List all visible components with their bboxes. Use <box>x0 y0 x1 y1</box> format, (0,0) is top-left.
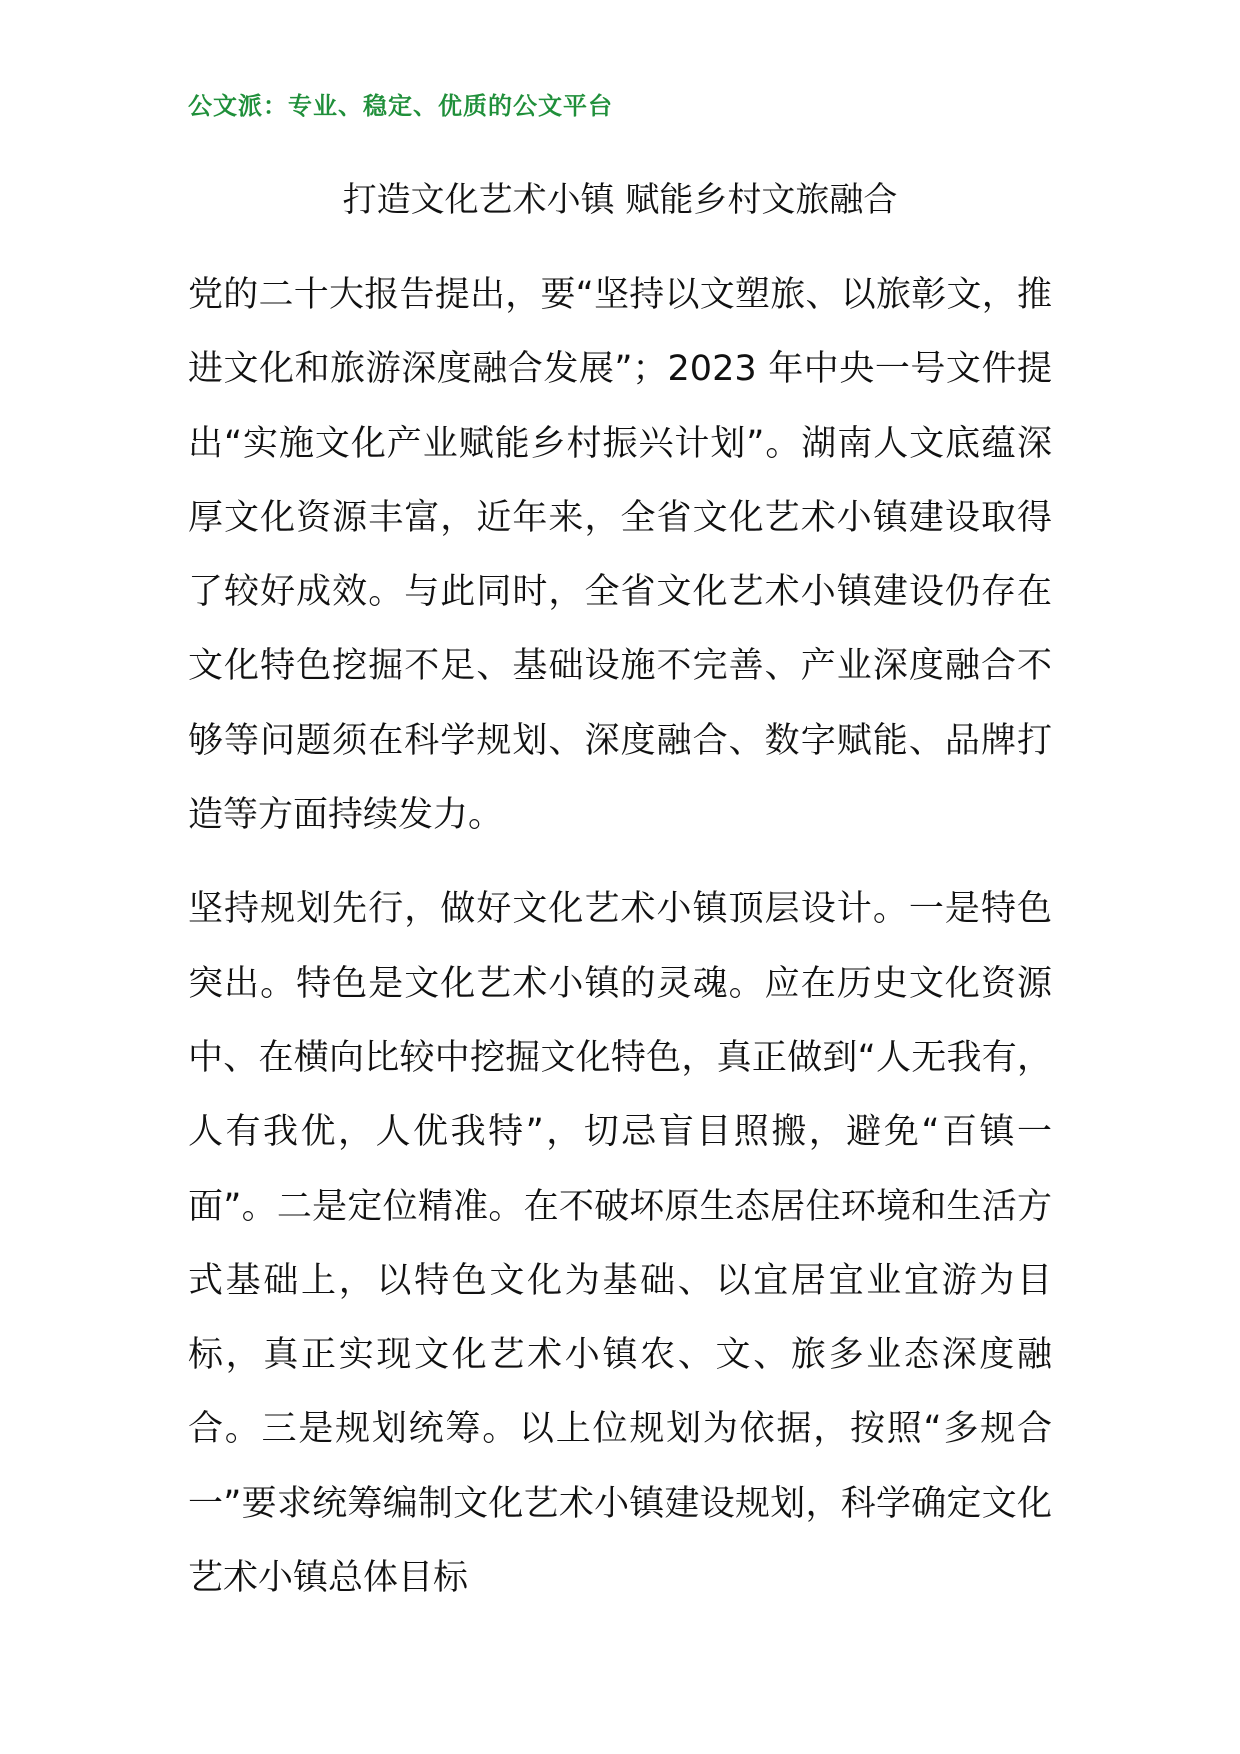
paragraph-1: 党的二十大报告提出，要“坚持以文塑旅、以旅彰文，推进文化和旅游深度融合发展”；2023 年中央一号文件提出“实施文化产业赋能乡村振兴计划”。湖南人文底蕴深厚文化资源丰富，近年来，全省文化艺术小镇建设取得了较好成效。与此同时，全省文化艺术小镇建设仍存在文化特色挖掘不足、基础设施不完善、产业深度融合不够等问题须在科学规划、深度融合、数字赋能、品牌打造等方面持续发力。 <box>188 275 1052 836</box>
brand-header: 公文派：专业、稳定、优质的公文平台 <box>188 92 613 120</box>
document-title: 打造文化艺术小镇 赋能乡村文旅融合 <box>342 180 898 220</box>
paragraph-2: 坚持规划先行，做好文化艺术小镇顶层设计。一是特色突出。特色是文化艺术小镇的灵魂。应在历史文化资源中、在横向比较中挖掘文化特色，真正做到“人无我有，人有我优，人优我特”，切忌盲目照搬，避免“百镇一面”。二是定位精准。在不破坏原生态居住环境和生活方式基础上，以特色文化为基础、以宜居宜业宜游为目标，真正实现文化艺术小镇农、文、旅多业态深度融合。三是规划统筹。以上位规划为依据，按照“多规合一”要求统筹编制文化艺术小镇建设规划，科学确定文化艺术小镇总体目标 <box>188 889 1052 1599</box>
document-body <box>188 258 1052 1635</box>
